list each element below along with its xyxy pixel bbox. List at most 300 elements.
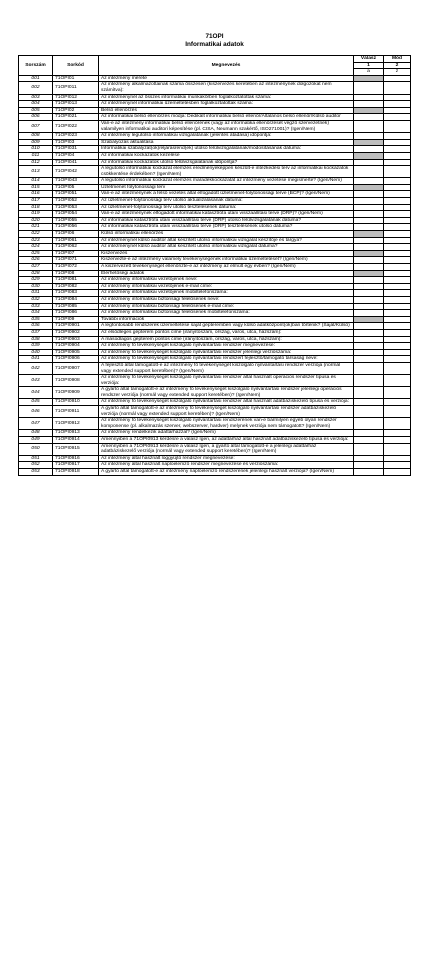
row-number: 037 <box>19 329 53 336</box>
row-description: Az informatikai kockázatok utolsó felülvizsgálatának időpontja? <box>99 159 354 166</box>
mode-cell <box>384 184 411 191</box>
table-row <box>19 178 411 185</box>
row-number: 031 <box>19 290 53 297</box>
table-row <box>19 343 411 350</box>
mode-cell <box>384 211 411 218</box>
row-code: 71OPI021 <box>53 114 99 121</box>
row-code: 71OPI055 <box>53 217 99 224</box>
answer-cell[interactable] <box>354 336 384 343</box>
row-description: Az intézménynél az összes informatikai munkakörben foglalkoztatottak száma: <box>99 94 354 101</box>
form-subtitle: Informatikai adatok <box>185 40 244 48</box>
row-description: Az intézmény által használt naplóelemző rendszer megnevezése és verziószáma: <box>99 462 354 469</box>
row-code: 71OPI053 <box>53 204 99 211</box>
answer-cell[interactable] <box>354 198 384 205</box>
row-code: 71OPI072 <box>53 264 99 271</box>
mode-cell <box>384 343 411 350</box>
row-code: 71OPI052 <box>53 198 99 205</box>
table-row <box>19 387 411 399</box>
mode-cell <box>384 270 411 277</box>
mode-cell <box>384 406 411 418</box>
table-body <box>19 75 411 475</box>
row-number: 051 <box>19 455 53 462</box>
table-row <box>19 443 411 455</box>
row-code: 71OPI012 <box>53 94 99 101</box>
answer-cell[interactable] <box>354 114 384 121</box>
row-code: 71OPI084 <box>53 296 99 303</box>
row-description: Szabályozás aktualitása <box>99 139 354 146</box>
row-number: 001 <box>19 75 53 82</box>
row-code: 71OPI0910 <box>53 399 99 406</box>
row-code: 71OPI0908 <box>53 375 99 387</box>
answer-cell[interactable] <box>354 430 384 437</box>
table-row <box>19 159 411 166</box>
row-code: 71OPI04 <box>53 152 99 159</box>
row-number: 049 <box>19 437 53 444</box>
mode-cell <box>384 462 411 469</box>
row-description: Az intézmény fő tevékenységét kiszolgáló nyilvántartási rendszer jelenlegi verziószáma: <box>99 349 354 356</box>
header-valasz-letter: a <box>354 69 384 76</box>
header-sorszam: Sorszám <box>19 56 53 76</box>
row-code: 71OPI02 <box>53 107 99 114</box>
table-row <box>19 82 411 94</box>
row-number: 006 <box>19 114 53 121</box>
table-row <box>19 349 411 356</box>
table-row <box>19 336 411 343</box>
answer-cell[interactable] <box>354 437 384 444</box>
row-code: 71OPI0907 <box>53 362 99 374</box>
header-mod: Mód <box>384 56 411 63</box>
row-code: 71OPI03 <box>53 139 99 146</box>
mode-cell <box>384 231 411 238</box>
row-description: Az informatikai kockázatok kezelése <box>99 152 354 159</box>
table-row <box>19 437 411 444</box>
row-number: 022 <box>19 231 53 238</box>
mode-cell <box>384 152 411 159</box>
row-code: 71OPI061 <box>53 237 99 244</box>
table-row <box>19 264 411 271</box>
mode-cell <box>384 387 411 399</box>
row-code: 71OPI043 <box>53 178 99 185</box>
mode-cell <box>384 437 411 444</box>
row-description: Az intézmény informatikai biztonsági felelősének neve: <box>99 296 354 303</box>
answer-cell[interactable] <box>354 418 384 430</box>
row-number: 002 <box>19 82 53 94</box>
table-row <box>19 101 411 108</box>
answer-cell[interactable] <box>354 387 384 399</box>
row-code: 71OPI0903 <box>53 336 99 343</box>
row-number: 040 <box>19 349 53 356</box>
answer-cell[interactable] <box>354 283 384 290</box>
row-number: 013 <box>19 166 53 178</box>
row-description: Az üzletmenet-folytonossági terv utolsó tesztelésének dátuma: <box>99 204 354 211</box>
row-description: A legutolsó informatikai kockázat elemzés maradékkockázatát az intézmény vezetése megismerte? (Igen/Nem) <box>99 178 354 185</box>
table-row <box>19 329 411 336</box>
row-description: Van-e az intézménynek a felső vezetés által elfogadott üzletmenet-folytonossági terve (BCP)? (Igen/Nem) <box>99 191 354 198</box>
row-code: 71OPI0914 <box>53 437 99 444</box>
mode-cell <box>384 75 411 82</box>
mode-cell <box>384 237 411 244</box>
row-description: A legutolsó informatikai kockázat elemzés eredményeképpen készült-e intézkedési terv az informatikai kockázatok csökkentése érdekében? (Igen/Nem) <box>99 166 354 178</box>
mode-cell <box>384 277 411 284</box>
header-sorkod: Sorkód <box>53 56 99 76</box>
row-number: 011 <box>19 152 53 159</box>
mode-cell <box>384 257 411 264</box>
row-description: Van-e az intézmény informatikai belső ellenőrének (vagy az informatika ellenőrzését végző szervezetnek) valamilyen informatikai auditori képesítése (pl. CISA, Neumann szakértő, ISO271001)? (Igen/Nem) <box>99 120 354 132</box>
row-description: Az intézmény által használt loggyűjtő rendszer megnevezése: <box>99 455 354 462</box>
row-description: Az intézmény fő tevékenységét kiszolgáló nyilvántartási rendszert fejlesztő/támogató társaság neve: <box>99 356 354 363</box>
mode-cell <box>384 166 411 178</box>
answer-cell[interactable] <box>354 211 384 218</box>
mode-cell <box>384 310 411 317</box>
table-row <box>19 217 411 224</box>
answer-cell[interactable] <box>354 443 384 455</box>
row-description: Informatikai szabályzat(ok)/eljárásrend(ek) utolsó felülvizsgálatának/módosításának dátuma: <box>99 146 354 153</box>
row-description: Az intézmény informatikai vezetőjének e-mail címe: <box>99 283 354 290</box>
document-header <box>0 33 429 48</box>
row-description: Az intézmény fő tevékenységét kiszolgáló nyilvántartási rendszer által használt adatbáziskezelő típusa és verziója: <box>99 399 354 406</box>
answer-cell[interactable] <box>354 244 384 251</box>
row-number: 043 <box>19 375 53 387</box>
row-description: Amennyiben a 71OPI0913 kérdésre a válasz Igen, a gyártó által támogatott-e a jelenlegi adattárház adatbáziskezelő verziója (normál vagy extended support keretében)? (Igen/Nem) <box>99 443 354 455</box>
row-description: A legfontosabb rendszerek üzemeltetése saját gépteremben vagy külső adatközpont(ok)ban történik? (Saját/Külső) <box>99 323 354 330</box>
row-code: 71OPI0916 <box>53 455 99 462</box>
mode-cell <box>384 418 411 430</box>
answer-cell[interactable] <box>354 455 384 462</box>
table-row <box>19 146 411 153</box>
answer-cell <box>354 139 384 146</box>
row-description: Az informatikai katasztrófa utáni visszaállítási terve (DRP) tesztelésének utolsó dátuma? <box>99 224 354 231</box>
row-code: 71OPI031 <box>53 146 99 153</box>
row-number: 048 <box>19 430 53 437</box>
mode-cell <box>384 399 411 406</box>
answer-cell[interactable] <box>354 375 384 387</box>
answer-cell <box>354 152 384 159</box>
answer-cell[interactable] <box>354 257 384 264</box>
table-row <box>19 296 411 303</box>
table-row <box>19 430 411 437</box>
row-code: 71OPI062 <box>53 244 99 251</box>
mode-cell <box>384 178 411 185</box>
answer-cell[interactable] <box>354 159 384 166</box>
row-number: 017 <box>19 198 53 205</box>
mode-cell <box>384 139 411 146</box>
answer-cell[interactable] <box>354 166 384 178</box>
answer-cell <box>354 107 384 114</box>
row-code: 71OPI0909 <box>53 387 99 399</box>
table-row <box>19 244 411 251</box>
row-number: 034 <box>19 310 53 317</box>
row-description: Az informatikai belső ellenőrzés módja: Dedikált informatikai belső ellenőr/Általános belső ellenőr/Külső auditor <box>99 114 354 121</box>
row-code: 71OPI09 <box>53 316 99 323</box>
answer-cell <box>354 184 384 191</box>
mode-cell <box>384 250 411 257</box>
table-row <box>19 303 411 310</box>
table-row <box>19 270 411 277</box>
row-description: Az intézmény fő tevékenységét kiszolgáló nyilvántartási rendszer által használt operációs rendszer típusa és verziója: <box>99 375 354 387</box>
row-number: 016 <box>19 191 53 198</box>
mode-cell <box>384 469 411 476</box>
row-number: 047 <box>19 418 53 430</box>
row-description: Az intézmény fő tevékenységét kiszolgáló nyilvántartási rendszerének van-e bármilyen egyéb olyan rendszer komponense (pl. alkalmazás szerver, webszerver, hardver) melynek verziója nem támogatott? (Igen/Nem) <box>99 418 354 430</box>
row-description: Kiszervezés <box>99 250 354 257</box>
row-description: Van-e az intézménynek elfogadott informatikai katasztrófa utáni visszaállítási terve (DRP)? (Igen/Nem) <box>99 211 354 218</box>
answer-cell[interactable] <box>354 94 384 101</box>
row-code: 71OPI0901 <box>53 323 99 330</box>
row-code: 71OPI083 <box>53 290 99 297</box>
row-number: 038 <box>19 336 53 343</box>
row-number: 004 <box>19 101 53 108</box>
answer-cell[interactable] <box>354 329 384 336</box>
answer-cell[interactable] <box>354 217 384 224</box>
mode-cell <box>384 82 411 94</box>
table-row <box>19 94 411 101</box>
answer-cell[interactable] <box>354 224 384 231</box>
answer-cell[interactable] <box>354 120 384 132</box>
mode-cell <box>384 329 411 336</box>
row-code: 71OPI05 <box>53 184 99 191</box>
table-row <box>19 198 411 205</box>
row-description: Az informatikai katasztrófa utáni visszaállítási terve (DRP) utolsó felülvizsgálatának dátuma? <box>99 217 354 224</box>
row-number: 045 <box>19 399 53 406</box>
row-code: 71OPI08 <box>53 270 99 277</box>
row-number: 026 <box>19 257 53 264</box>
table-row <box>19 406 411 418</box>
table-row <box>19 316 411 323</box>
row-description: Üzletmenet folytonossági terv <box>99 184 354 191</box>
mode-cell <box>384 430 411 437</box>
mode-cell <box>384 443 411 455</box>
table-row <box>19 224 411 231</box>
header-valasz-num: 1 <box>354 62 384 69</box>
answer-cell[interactable] <box>354 264 384 271</box>
mode-cell <box>384 316 411 323</box>
row-code: 71OPI0911 <box>53 406 99 418</box>
row-number: 021 <box>19 224 53 231</box>
table-row <box>19 462 411 469</box>
answer-cell[interactable] <box>354 191 384 198</box>
row-description: Az intézmény alkalmazottainak száma összesen (kiszervezés keretében az intézménynek dolgozókat nem számítva): <box>99 82 354 94</box>
table-row <box>19 191 411 198</box>
answer-cell[interactable] <box>354 296 384 303</box>
table-row <box>19 237 411 244</box>
row-code: 71OPI042 <box>53 166 99 178</box>
row-number: 035 <box>19 316 53 323</box>
table-row <box>19 250 411 257</box>
answer-cell[interactable] <box>354 101 384 108</box>
mode-cell <box>384 323 411 330</box>
answer-cell[interactable] <box>354 343 384 350</box>
table-row <box>19 211 411 218</box>
row-code: 71OPI01 <box>53 75 99 82</box>
row-description: Az intézmény informatikai vezetőjének mobiltelefonszáma: <box>99 290 354 297</box>
table-row <box>19 75 411 82</box>
table-row <box>19 469 411 476</box>
table-row <box>19 184 411 191</box>
header-mod-letter: z <box>384 69 411 76</box>
row-code: 71OPI0918 <box>53 469 99 476</box>
answer-cell[interactable] <box>354 356 384 363</box>
row-number: 028 <box>19 270 53 277</box>
answer-cell <box>354 231 384 238</box>
answer-cell[interactable] <box>354 178 384 185</box>
row-description: A másodlagos gépterem pontos címe (irányítószám, ország, város, utca, házszám): <box>99 336 354 343</box>
mode-cell <box>384 204 411 211</box>
row-number: 044 <box>19 387 53 399</box>
answer-cell[interactable] <box>354 237 384 244</box>
row-code: 71OPI011 <box>53 82 99 94</box>
row-description: Az intézmény informatikai biztonsági felelősének mobiltelefonszáma: <box>99 310 354 317</box>
row-number: 032 <box>19 296 53 303</box>
answer-cell[interactable] <box>354 303 384 310</box>
row-description: Amennyiben a 71OPI0913 kérdésre a válasz Igen, az adattárház által használt adatbáziskezelő típusa és verziója: <box>99 437 354 444</box>
row-code: 71OPI085 <box>53 303 99 310</box>
row-code: 71OPI086 <box>53 310 99 317</box>
table-row <box>19 455 411 462</box>
answer-cell[interactable] <box>354 133 384 140</box>
row-code: 71OPI023 <box>53 133 99 140</box>
row-description: Kiszervezte-e az intézmény valamely tevékenységének informatikai üzemeltetését? (Igen/Nem) <box>99 257 354 264</box>
row-number: 019 <box>19 211 53 218</box>
mode-cell <box>384 146 411 153</box>
mode-cell <box>384 336 411 343</box>
row-code: 71OPI0917 <box>53 462 99 469</box>
row-code: 71OPI0906 <box>53 356 99 363</box>
table-row <box>19 204 411 211</box>
table-row <box>19 323 411 330</box>
mode-cell <box>384 283 411 290</box>
mode-cell <box>384 362 411 374</box>
table-row <box>19 133 411 140</box>
row-code: 71OPI022 <box>53 120 99 132</box>
answer-cell <box>354 270 384 277</box>
answer-cell[interactable] <box>354 399 384 406</box>
row-number: 025 <box>19 250 53 257</box>
row-number: 003 <box>19 94 53 101</box>
answer-cell[interactable] <box>354 277 384 284</box>
table-row <box>19 114 411 121</box>
row-description: Az intézménynél informatikai üzemeltetésben foglalkoztatottak száma: <box>99 101 354 108</box>
row-number: 005 <box>19 107 53 114</box>
row-number: 036 <box>19 323 53 330</box>
row-number: 027 <box>19 264 53 271</box>
answer-cell <box>354 250 384 257</box>
row-description: További információk <box>99 316 354 323</box>
table-row <box>19 362 411 374</box>
row-code: 71OPI0913 <box>53 430 99 437</box>
mode-cell <box>384 159 411 166</box>
row-number: 015 <box>19 184 53 191</box>
answer-cell[interactable] <box>354 349 384 356</box>
row-number: 010 <box>19 146 53 153</box>
table-row <box>19 152 411 159</box>
mode-cell <box>384 264 411 271</box>
table-row <box>19 375 411 387</box>
answer-cell <box>354 75 384 82</box>
answer-cell[interactable] <box>354 204 384 211</box>
row-description: Az intézmény mérete <box>99 75 354 82</box>
row-code: 71OPI0912 <box>53 418 99 430</box>
row-description: Az intézmény informatikai vezetőjének neve: <box>99 277 354 284</box>
table-row <box>19 283 411 290</box>
answer-cell[interactable] <box>354 406 384 418</box>
row-description: Az intézménynél külső auditor által készített utolsó informatikai vizsgálat készítője és tárgya? <box>99 237 354 244</box>
row-description: Az intézmény rendelkezik adattárházzal? (Igen/Nem) <box>99 430 354 437</box>
row-code: 71OPI082 <box>53 283 99 290</box>
row-number: 053 <box>19 469 53 476</box>
table-row <box>19 120 411 132</box>
row-description: Az intézmény fő tevékenységét kiszolgáló nyilvántartási rendszer megnevezése: <box>99 343 354 350</box>
row-description: Az intézmény legutolsó informatikai vizsgálatának (jelentés átadása) időpontja: <box>99 133 354 140</box>
answer-cell[interactable] <box>354 362 384 374</box>
row-number: 014 <box>19 178 53 185</box>
row-number: 046 <box>19 406 53 418</box>
row-description: Az intézménynél külső auditor által készített utolsó informatikai vizsgálat dátuma? <box>99 244 354 251</box>
answer-cell <box>354 316 384 323</box>
row-number: 009 <box>19 139 53 146</box>
table-row <box>19 356 411 363</box>
table-row <box>19 107 411 114</box>
answer-cell[interactable] <box>354 82 384 94</box>
mode-cell <box>384 101 411 108</box>
row-number: 007 <box>19 120 53 132</box>
row-code: 71OPI06 <box>53 231 99 238</box>
table-row <box>19 399 411 406</box>
mode-cell <box>384 349 411 356</box>
row-number: 030 <box>19 283 53 290</box>
answer-cell[interactable] <box>354 462 384 469</box>
row-number: 008 <box>19 133 53 140</box>
mode-cell <box>384 133 411 140</box>
row-number: 020 <box>19 217 53 224</box>
answer-cell[interactable] <box>354 469 384 476</box>
row-code: 71OPI0915 <box>53 443 99 455</box>
row-description: Az üzletmenet-folytonossági terv utolsó aktualizálásának dátuma: <box>99 198 354 205</box>
mode-cell <box>384 217 411 224</box>
row-number: 042 <box>19 362 53 374</box>
row-number: 024 <box>19 244 53 251</box>
table-row <box>19 290 411 297</box>
answer-cell[interactable] <box>354 290 384 297</box>
form-code-title: 71OPI <box>205 33 224 40</box>
mode-cell <box>384 296 411 303</box>
mode-cell <box>384 120 411 132</box>
table-row <box>19 418 411 430</box>
mode-cell <box>384 303 411 310</box>
mode-cell <box>384 455 411 462</box>
row-description: Az elsődleges gépterem pontos címe (irányítószám, ország, város, utca, házszám): <box>99 329 354 336</box>
mode-cell <box>384 224 411 231</box>
row-number: 018 <box>19 204 53 211</box>
mode-cell <box>384 356 411 363</box>
row-description: Az intézmény informatikai biztonsági felelősének e-mail címe: <box>99 303 354 310</box>
row-description: Elérhetőségi adatok <box>99 270 354 277</box>
row-description: A fejlesztő által támogatott-e az intézmény fő tevékenységét kiszolgáló nyilvántartási rendszer verziója (normál vagy extended support keretében)? (Igen/Nem) <box>99 362 354 374</box>
row-code: 71OPI0905 <box>53 349 99 356</box>
mode-cell <box>384 94 411 101</box>
row-code: 71OPI081 <box>53 277 99 284</box>
table-row <box>19 231 411 238</box>
answer-cell[interactable] <box>354 146 384 153</box>
mode-cell <box>384 244 411 251</box>
answer-cell[interactable] <box>354 310 384 317</box>
row-code: 71OPI07 <box>53 250 99 257</box>
table-row <box>19 166 411 178</box>
table-row <box>19 277 411 284</box>
mode-cell <box>384 107 411 114</box>
answer-cell[interactable] <box>354 323 384 330</box>
mode-cell <box>384 191 411 198</box>
header-valasz: Válasz <box>354 56 384 63</box>
